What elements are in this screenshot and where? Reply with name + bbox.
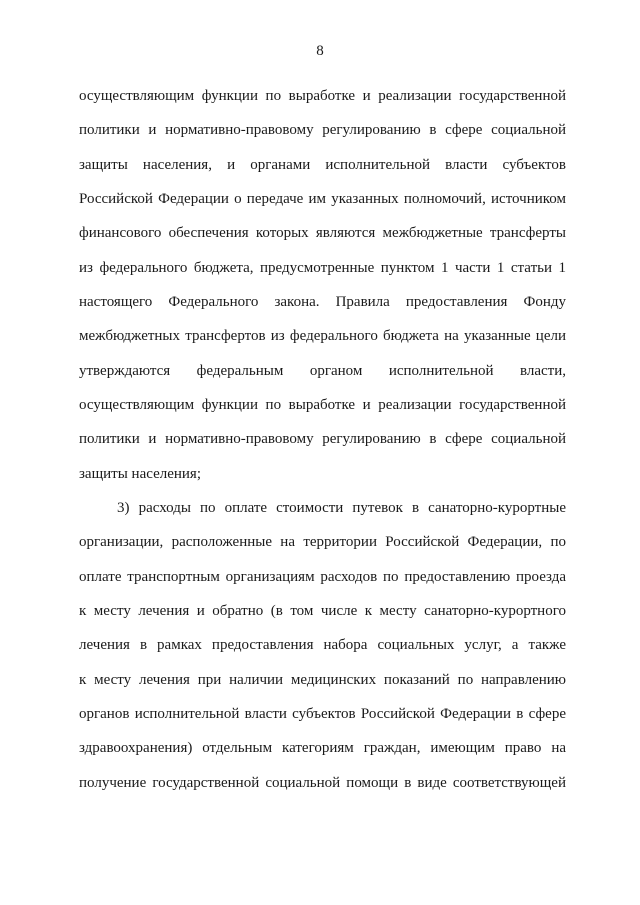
text-line: осуществляющим функции по выработке и реализации государственной	[79, 396, 566, 413]
text-line: из федерального бюджета, предусмотренные пунктом 1 части 1 статьи 1	[79, 259, 566, 276]
text-line: межбюджетных трансфертов из федерального бюджета на указанные цели	[79, 328, 566, 345]
text-line: настоящего Федерального закона. Правила предоставления Фонду	[79, 293, 566, 310]
text-line: политики и нормативно-правовому регулированию в сфере социальной	[79, 431, 566, 448]
text-line: осуществляющим функции по выработке и реализации государственной	[79, 88, 566, 104]
text-line: финансового обеспечения которых являются межбюджетные трансферты	[79, 225, 566, 242]
paragraph-item-3	[79, 491, 566, 800]
text-line: политики и нормативно-правовому регулированию в сфере социальной	[79, 122, 566, 139]
text-line: Российской Федерации о передаче им указанных полномочий, источником	[79, 190, 566, 207]
text-line: утверждаются федеральным органом исполнительной власти,	[79, 362, 566, 379]
text-line: оплате транспортным организациям расходов по предоставлению проезда	[79, 568, 566, 585]
text-line: получение государственной социальной помощи в виде соответствующей	[79, 774, 566, 791]
text-line: органов исполнительной власти субъектов Российской Федерации в сфере	[79, 705, 566, 722]
text-line: защиты населения, и органами исполнительной власти субъектов	[79, 156, 566, 173]
paragraph-continuation	[79, 79, 566, 491]
page-number: 8	[316, 43, 324, 59]
text-line: к месту лечения и обратно (в том числе к месту санаторно-курортного	[79, 602, 566, 619]
text-line: к месту лечения при наличии медицинских показаний по направлению	[79, 671, 566, 688]
text-line: организации, расположенные на территории Российской Федерации, по	[79, 534, 566, 551]
text-line: защиты населения;	[79, 465, 201, 482]
text-line: здравоохранения) отдельным категориям граждан, имеющим право на	[79, 740, 566, 757]
text-line: 3) расходы по оплате стоимости путевок в санаторно-курортные	[117, 500, 566, 516]
text-line: лечения в рамках предоставления набора социальных услуг, а также	[79, 637, 566, 654]
